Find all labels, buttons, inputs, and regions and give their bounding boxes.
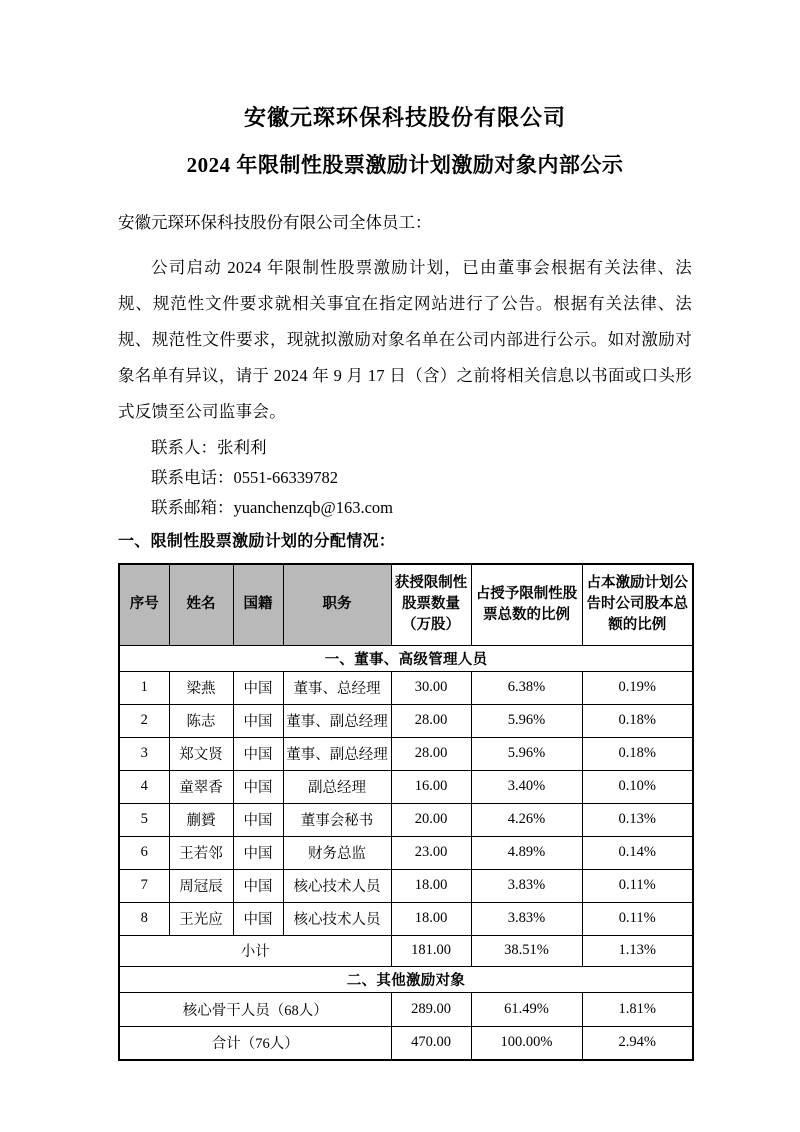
salutation-line: 安徽元琛环保科技股份有限公司全体员工： <box>118 213 432 232</box>
cell-position: 财务总监 <box>283 836 391 869</box>
cell-shares: 23.00 <box>391 836 471 869</box>
cell-position: 董事、副总经理 <box>283 704 391 737</box>
table-row <box>119 671 693 704</box>
table-row <box>119 803 693 836</box>
cell-shares: 28.00 <box>391 737 471 770</box>
cell-name: 郑文贤 <box>169 737 233 770</box>
cell-index: 1 <box>119 671 169 704</box>
subtotal-label: 小计 <box>119 935 391 966</box>
cell-nationality: 中国 <box>233 902 283 935</box>
cell-index: 7 <box>119 869 169 902</box>
contact-email-line: 联系邮箱：yuanchenzqb@163.com <box>151 498 394 517</box>
table-row <box>119 770 693 803</box>
cell-nationality: 中国 <box>233 803 283 836</box>
core-staff-pct-granted: 61.49% <box>471 992 582 1026</box>
cell-pct-capital: 0.11% <box>582 902 693 935</box>
section-row-label: 一、董事、高级管理人员 <box>119 645 693 671</box>
cell-index: 4 <box>119 770 169 803</box>
cell-nationality: 中国 <box>233 671 283 704</box>
contact-person-line: 联系人：张利利 <box>151 438 267 457</box>
cell-index: 8 <box>119 902 169 935</box>
cell-pct-granted: 5.96% <box>471 704 582 737</box>
cell-name: 王若邻 <box>169 836 233 869</box>
cell-nationality: 中国 <box>233 869 283 902</box>
cell-position: 核心技术人员 <box>283 869 391 902</box>
cell-name: 周冠辰 <box>169 869 233 902</box>
allocation-table <box>118 563 694 1061</box>
cell-pct-capital: 0.14% <box>582 836 693 869</box>
core-staff-label: 核心骨干人员（68人） <box>119 992 391 1026</box>
subtotal-pct-granted: 38.51% <box>471 935 582 966</box>
subtotal-row <box>119 935 693 966</box>
cell-nationality: 中国 <box>233 737 283 770</box>
cell-pct-granted: 3.83% <box>471 869 582 902</box>
cell-index: 6 <box>119 836 169 869</box>
col-header-pct-capital: 占本激励计划公告时公司股本总额的比例 <box>582 564 693 645</box>
subtotal-shares: 181.00 <box>391 935 471 966</box>
cell-pct-granted: 3.40% <box>471 770 582 803</box>
col-header-name: 姓名 <box>169 564 233 645</box>
core-staff-row <box>119 992 693 1026</box>
total-row <box>119 1026 693 1060</box>
col-header-nationality: 国籍 <box>233 564 283 645</box>
total-pct-capital: 2.94% <box>582 1026 693 1060</box>
cell-position: 董事、副总经理 <box>283 737 391 770</box>
cell-nationality: 中国 <box>233 704 283 737</box>
cell-shares: 16.00 <box>391 770 471 803</box>
cell-shares: 28.00 <box>391 704 471 737</box>
total-shares: 470.00 <box>391 1026 471 1060</box>
table-header-row <box>119 564 693 645</box>
section-row-label: 二、其他激励对象 <box>119 966 693 992</box>
contact-block <box>118 433 692 523</box>
core-staff-pct-capital: 1.81% <box>582 992 693 1026</box>
cell-nationality: 中国 <box>233 770 283 803</box>
cell-pct-granted: 6.38% <box>471 671 582 704</box>
cell-name: 王光应 <box>169 902 233 935</box>
cell-shares: 20.00 <box>391 803 471 836</box>
cell-index: 5 <box>119 803 169 836</box>
cell-pct-granted: 4.89% <box>471 836 582 869</box>
cell-position: 副总经理 <box>283 770 391 803</box>
cell-position: 核心技术人员 <box>283 902 391 935</box>
cell-pct-capital: 0.18% <box>582 704 693 737</box>
col-header-position: 职务 <box>283 564 391 645</box>
body-paragraph: 公司启动 2024 年限制性股票激励计划，已由董事会根据有关法律、法规、规范性文件要求就相关事宜在指定网站进行了公告。根据有关法律、法规、规范性文件要求，现就拟激励对象名单在公司内部进行公示。如对激励对象名单有异议，请于 2024 年 9 月 17 日（含）之前将相关信息以书面或口头形式反馈至公司监事会。 <box>118 258 692 421</box>
table-row <box>119 737 693 770</box>
cell-index: 2 <box>119 704 169 737</box>
table-row <box>119 704 693 737</box>
table-row <box>119 836 693 869</box>
section-row-others <box>119 966 693 992</box>
cell-shares: 18.00 <box>391 902 471 935</box>
cell-pct-capital: 0.10% <box>582 770 693 803</box>
cell-name: 梁燕 <box>169 671 233 704</box>
cell-shares: 18.00 <box>391 869 471 902</box>
cell-pct-granted: 4.26% <box>471 803 582 836</box>
total-pct-granted: 100.00% <box>471 1026 582 1060</box>
cell-index: 3 <box>119 737 169 770</box>
cell-name: 童翠香 <box>169 770 233 803</box>
cell-name: 蒯贇 <box>169 803 233 836</box>
cell-pct-capital: 0.19% <box>582 671 693 704</box>
cell-shares: 30.00 <box>391 671 471 704</box>
cell-pct-capital: 0.13% <box>582 803 693 836</box>
col-header-pct-granted: 占授予限制性股票总数的比例 <box>471 564 582 645</box>
cell-name: 陈志 <box>169 704 233 737</box>
col-header-index: 序号 <box>119 564 169 645</box>
table-row <box>119 902 693 935</box>
cell-pct-capital: 0.18% <box>582 737 693 770</box>
cell-position: 董事、总经理 <box>283 671 391 704</box>
cell-position: 董事会秘书 <box>283 803 391 836</box>
document-title: 安徽元琛环保科技股份有限公司 <box>243 105 566 130</box>
core-staff-shares: 289.00 <box>391 992 471 1026</box>
document-subtitle: 2024 年限制性股票激励计划激励对象内部公示 <box>186 153 624 177</box>
cell-pct-granted: 3.83% <box>471 902 582 935</box>
cell-nationality: 中国 <box>233 836 283 869</box>
contact-phone-line: 联系电话：0551-66339782 <box>151 468 338 487</box>
col-header-shares: 获授限制性股票数量（万股） <box>391 564 471 645</box>
cell-pct-capital: 0.11% <box>582 869 693 902</box>
total-label: 合计（76人） <box>119 1026 391 1060</box>
table-row <box>119 869 693 902</box>
subtotal-pct-capital: 1.13% <box>582 935 693 966</box>
cell-pct-granted: 5.96% <box>471 737 582 770</box>
section-row-directors <box>119 645 693 671</box>
section-heading: 一、限制性股票激励计划的分配情况： <box>118 533 396 550</box>
